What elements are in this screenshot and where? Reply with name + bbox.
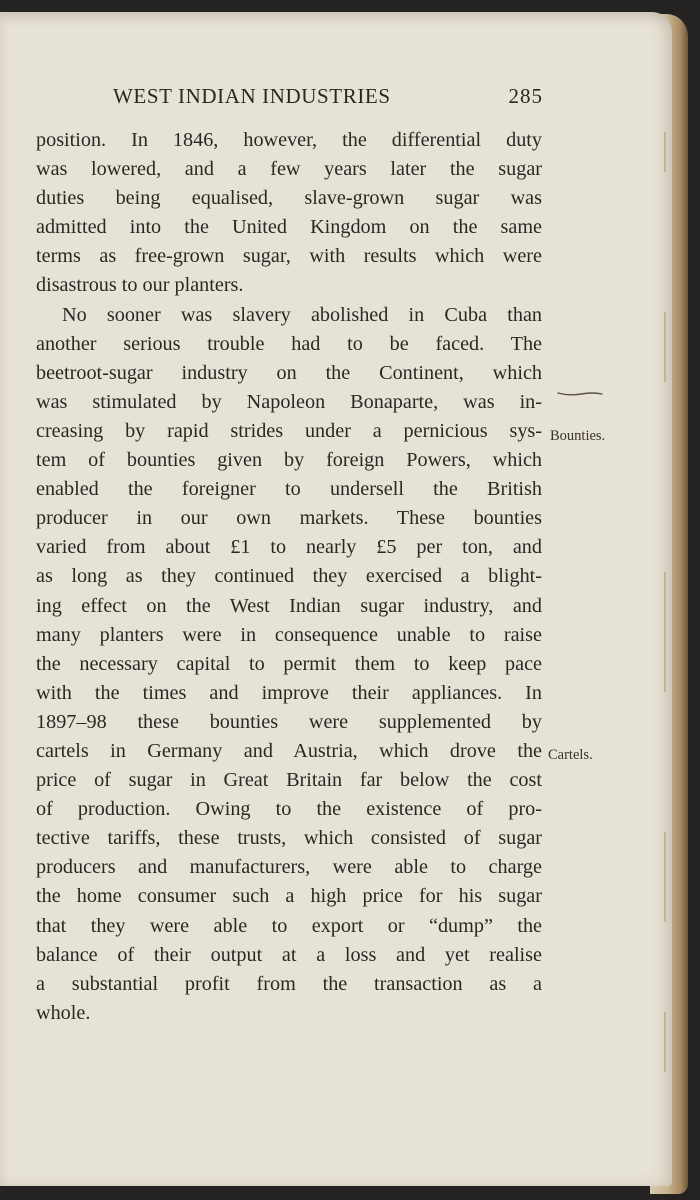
text-line: balance of their output at a loss and yet realise: [36, 943, 542, 966]
paragraph-1: [36, 126, 542, 301]
margin-note-cartels: Cartels.: [548, 747, 593, 763]
text-line: with the times and improve their appliances. In: [36, 681, 542, 704]
text-line: cartels in Germany and Austria, which drove the: [36, 739, 542, 762]
text-line: a substantial profit from the transaction as a: [36, 972, 542, 995]
text-line: as long as they continued they exercised a blight-: [36, 565, 542, 588]
text-line: beetroot-sugar industry on the Continent, which: [36, 361, 542, 384]
text-line: price of sugar in Great Britain far below the cost: [36, 769, 542, 792]
foxing-mark: [664, 1012, 666, 1072]
text-line: ing effect on the West Indian sugar industry, and: [36, 594, 542, 617]
text-line: varied from about £1 to nearly £5 per ton, and: [36, 536, 542, 559]
text-line: position. In 1846, however, the differential duty: [36, 129, 542, 151]
text-line: of production. Owing to the existence of pro-: [36, 798, 542, 821]
page-number: 285: [508, 84, 543, 108]
foxing-mark: [664, 572, 666, 692]
text-line: another serious trouble had to be faced. The: [36, 332, 542, 355]
text-line: whole.: [36, 1001, 91, 1024]
text-line: creasing by rapid strides under a pernicious sys-: [36, 419, 542, 442]
text-line: tective tariffs, these trusts, which consisted of sugar: [36, 827, 542, 850]
text-line: No sooner was slavery abolished in Cuba than: [62, 303, 542, 326]
text-line: tem of bounties given by foreign Powers, which: [36, 449, 542, 472]
text-line: disastrous to our planters.: [36, 274, 244, 297]
text-line: producer in our own markets. These bounties: [36, 507, 542, 530]
text-line: producers and manufacturers, were able to charge: [36, 856, 542, 879]
text-line: admitted into the United Kingdom on the same: [36, 216, 542, 239]
text-line: duties being equalised, slave-grown sugar was: [36, 187, 542, 210]
paragraph-2: [36, 301, 542, 1028]
text-line: 1897–98 these bounties were supplemented by: [36, 710, 542, 733]
text-line: was lowered, and a few years later the sugar: [36, 158, 542, 181]
running-head-title: WEST INDIAN INDUSTRIES: [113, 84, 391, 108]
text-line: the necessary capital to permit them to keep pace: [36, 652, 542, 675]
margin-note-bounties: Bounties.: [550, 428, 606, 444]
text-line: was stimulated by Napoleon Bonaparte, was in-: [36, 390, 542, 413]
body-text: [36, 126, 542, 1028]
text-line: enabled the foreigner to undersell the British: [36, 478, 542, 501]
text-line: the home consumer such a high price for his sugar: [36, 885, 542, 908]
text-line: terms as free-grown sugar, with results which were: [36, 245, 542, 268]
running-head: [113, 84, 543, 114]
pencil-mark: [557, 391, 603, 397]
foxing-mark: [664, 132, 666, 172]
foxing-mark: [664, 312, 666, 382]
text-line: that they were able to export or “dump” the: [36, 914, 542, 937]
text-line: many planters were in consequence unable to raise: [36, 623, 542, 646]
foxing-mark: [664, 832, 666, 922]
